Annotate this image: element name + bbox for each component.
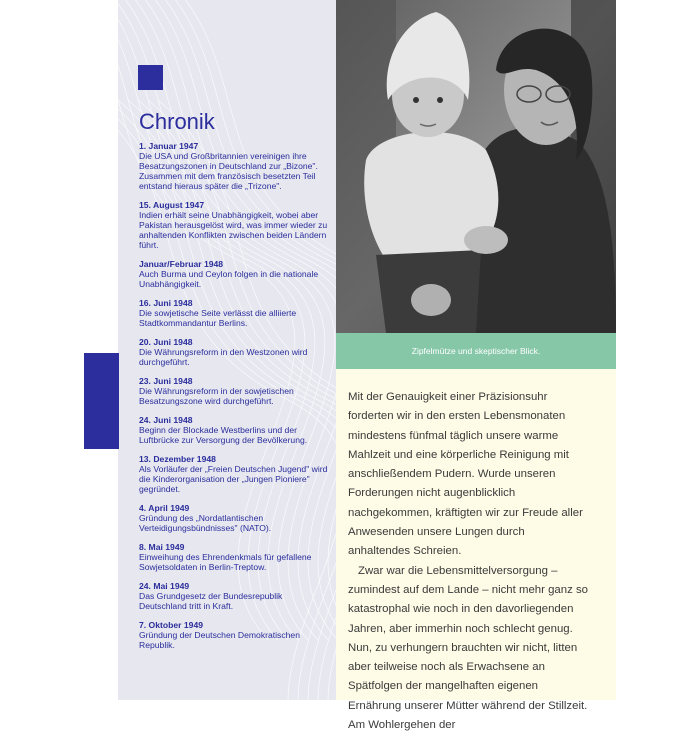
body-paragraph: Mit der Genauigkeit einer Präzisionsuhr forderten wir in den ersten Lebensmonaten mindestens fünfmal täglich unsere warme Mahlzeit und eine körperliche Reinigung mit anschließendem Pudern. Wurde unseren Forderungen nicht augenblicklich nachgekommen, kräftigten wir zur Freude aller Anwesenden unsere Lungen durch anhaltendes Schreien. [348, 391, 583, 558]
chronik-entry-text: Die sowjetische Seite verlässt die alliierte Stadtkommandantur Berlins. [139, 308, 297, 328]
chronik-entry [139, 141, 329, 191]
photo-caption: Zipfelmütze und skeptischer Blick. [336, 333, 616, 369]
body-text-panel [336, 369, 616, 732]
chronik-entry [139, 298, 329, 328]
chronik-entry-date: 16. Juni 1948 [139, 298, 193, 308]
chronik-entry-text: Gründung des „Nordatlantischen Verteidigungsbündnisses" (NATO). [139, 513, 272, 533]
chronik-entry-date: 13. Dezember 1948 [139, 454, 216, 464]
chronik-entry [139, 454, 329, 494]
photo-mother-and-child [336, 0, 616, 333]
chronik-entry-date: 15. August 1947 [139, 200, 205, 210]
chronik-entry [139, 620, 329, 650]
chronik-entry-date: 7. Oktober 1949 [139, 620, 204, 630]
chronik-entry [139, 259, 329, 289]
accent-square [138, 65, 163, 90]
chronik-entry-text: Einweihung des Ehrendenkmals für gefallene Sowjetsoldaten in Berlin-Treptow. [139, 552, 312, 572]
chronik-entry [139, 581, 329, 611]
chronik-entry [139, 337, 329, 367]
side-accent-bar [84, 353, 119, 449]
chronik-entry-date: 8. Mai 1949 [139, 542, 185, 552]
chronik-entry-date: 4. April 1949 [139, 503, 190, 513]
chronik-entry [139, 200, 329, 250]
photo-illustration [336, 0, 616, 333]
chronik-entry-text: Beginn der Blockade Westberlins und der Luftbrücke zur Versorgung der Bevölkerung. [139, 425, 308, 445]
chronik-entry-text: Die Währungsreform in den Westzonen wird durchgeführt. [139, 347, 308, 367]
chronik-entry-date: Januar/Februar 1948 [139, 259, 224, 269]
chronik-entry-text: Gründung der Deutschen Demokratischen Republik. [139, 630, 300, 650]
body-text [348, 388, 588, 735]
chronik-entry-text: Das Grundgesetz der Bundesrepublik Deutschland tritt in Kraft. [139, 591, 283, 611]
chronik-entry [139, 376, 329, 406]
chronik-entry-date: 24. Mai 1949 [139, 581, 190, 591]
chronik-entry-text: Indien erhält seine Unabhängigkeit, wobei aber Pakistan herausgelöst wird, was immer wieder zu anhaltenden Konflikten zwischen beiden Ländern führt. [139, 210, 328, 250]
chronik-entry-date: 24. Juni 1948 [139, 415, 193, 425]
chronik-entry [139, 415, 329, 445]
chronik-entry-date: 20. Juni 1948 [139, 337, 193, 347]
chronik-entries [139, 141, 329, 659]
chronik-title: Chronik [139, 109, 215, 134]
chronik-entry [139, 503, 329, 533]
chronik-entry-text: Auch Burma und Ceylon folgen in die nationale Unabhängigkeit. [139, 269, 319, 289]
chronik-entry-text: Die USA und Großbritannien vereinigen ihre Besatzungszonen in Deutschland zur „Bizone". Zusammen mit dem französisch besetzten Teil entstand hieraus später die „Trizone". [139, 151, 318, 191]
chronik-entry-date: 23. Juni 1948 [139, 376, 193, 386]
chronik-entry-text: Als Vorläufer der „Freien Deutschen Jugend" wird die Kinderorganisation der „Jungen Pioniere" gegründet. [139, 464, 328, 494]
chronik-entry-date: 1. Januar 1947 [139, 141, 199, 151]
body-paragraph: Zwar war die Lebensmittelversorgung – zumindest auf dem Lande – nicht mehr ganz so katastrophal wie noch in den davorliegenden Jahren, aber immerhin noch schlecht genug. Nun, zu verhungern brauchten wir nicht, litten aber teilweise noch als Erwachsene an Spätfolgen der mangelhaften eigenen Ernährung unserer Mütter während der Stillzeit. Am Wohlergehen der [348, 564, 588, 732]
chronik-entry [139, 542, 329, 572]
chronik-entry-text: Die Währungsreform in der sowjetischen Besatzungszone wird durchgeführt. [139, 386, 294, 406]
